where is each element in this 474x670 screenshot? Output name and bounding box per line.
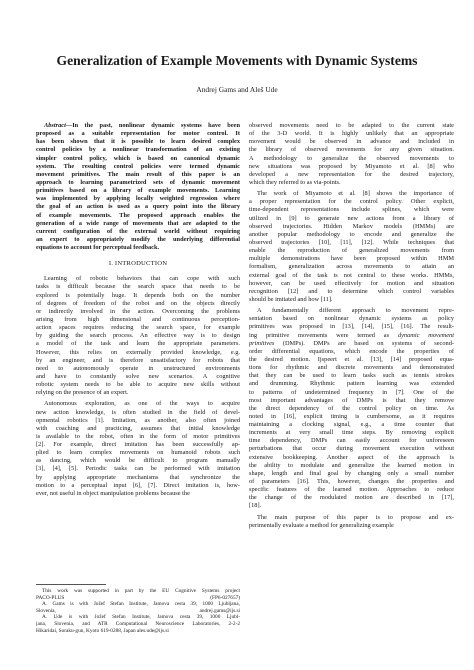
body-line: recognition [12] and to determine which control variables bbox=[249, 287, 454, 295]
footnote bbox=[36, 588, 240, 634]
abstract-line: equations to account for perceptual feedback. bbox=[36, 244, 160, 252]
intro-line: action spaces requires reducing the search space, for example bbox=[36, 324, 240, 332]
intro-line: Autonomous exploration, as one of the ways to acquire bbox=[44, 400, 240, 408]
intro-line: by guiding the search process. An effective way is to design bbox=[36, 332, 240, 340]
body-line: perimentally evaluate a method for generalizing example bbox=[249, 521, 394, 529]
footnote-line: Slovenia, andrej.gams@ijs.si bbox=[36, 607, 240, 614]
footnote-line: jana, Slovenia, and ATR Computational Neuroscience Laboratories, 2-2-2 bbox=[36, 620, 240, 627]
intro-line: [3], [4], [5]. Periodic tasks can be performed with imitation bbox=[36, 465, 240, 473]
abstract-line: of example movements. The proposed approach enables the bbox=[36, 211, 240, 219]
footnote-line: PACO-PLUS (FP6-027657) bbox=[36, 594, 240, 601]
right-paragraph-4 bbox=[249, 514, 454, 530]
abstract-line: system. The resulting control policies were termed dynamic bbox=[36, 162, 240, 170]
abstract-line: primitives based on a library of example movements. Learning bbox=[36, 187, 240, 195]
body-line: observed movements need to be adapted to the current state bbox=[249, 122, 454, 129]
body-line: tions for rhythmic and discrete movements and demonstrated bbox=[249, 364, 454, 372]
abstract bbox=[36, 122, 240, 252]
body-line: multiple demonstrations have been proposed within HMM bbox=[249, 255, 454, 263]
body-line: to patterns of undetermined frequency in [7]. One of the bbox=[249, 388, 454, 396]
body-line: of the 3-D world. It is highly unlikely that an appropriate bbox=[249, 130, 454, 138]
body-line: enable the reproduction of generalized movements from bbox=[249, 247, 454, 255]
body-line: specific features of the learned motion. Approaches to reduce bbox=[249, 486, 454, 494]
footnote-line: This work was supported in part by the EU Cognitive Systems project bbox=[42, 588, 240, 594]
body-line: The main purpose of this paper is to propose and ex- bbox=[257, 513, 454, 521]
body-line: the ability to modulate and generalize the learned motion in bbox=[249, 461, 454, 469]
abstract-line bbox=[36, 122, 240, 130]
body-line: the desired motion. Ijspeert et al. [13], [14] proposed equa- bbox=[249, 355, 454, 363]
intro-line: However, this relies on externally provided knowledge, e.g. bbox=[36, 348, 240, 356]
intro-line: by applying appropriate mechanisms that synchronize the bbox=[36, 473, 240, 481]
body-line: perturbations that occur during movement execution without bbox=[249, 445, 454, 453]
abstract-line: movement primitives. The main result of this paper is an bbox=[36, 170, 240, 178]
intro-line: a model of the task and learn the appropriate parameters. bbox=[36, 340, 240, 348]
section-heading-introduction: I. INTRODUCTION bbox=[108, 260, 168, 268]
intro-line: arising from high dimensional and continuous perception- bbox=[36, 315, 240, 323]
abstract-line: control policies by a nonlinear transformation of an existing bbox=[36, 146, 240, 154]
body-line: noted in [16], explicit timing is cumbersome, as it requires bbox=[249, 412, 454, 420]
body-line: the library of observed movements for any given situation. bbox=[249, 146, 454, 154]
abstract-line: proposed as a suitable representation for motor control. It bbox=[36, 130, 240, 138]
paper-authors: Andrej Gams and Aleš Ude bbox=[196, 85, 278, 94]
intro-line: with coaching and practicing, assumes that initial knowledge bbox=[36, 424, 240, 432]
body-line: utilized in [9] to generate new actions from a library of bbox=[249, 214, 454, 222]
abstract-line: generation of a wide range of movements that are adapted to the bbox=[36, 219, 240, 227]
left-column bbox=[36, 122, 240, 498]
intro-line: explored is potentially huge. It depends both on the number bbox=[36, 291, 240, 299]
body-line: which they referred to as via-points. bbox=[249, 178, 341, 186]
paper-title: Generalization of Example Movements with Dynamic Systems bbox=[56, 53, 418, 68]
intro-line: by an engineer, and is therefore unsatisfactory for robots that bbox=[36, 356, 240, 364]
body-line: and drumming. Rhythmic pattern learning was extended bbox=[249, 380, 454, 388]
body-line: of parameters [16]. This, however, changes the properties and bbox=[249, 478, 454, 486]
abstract-line: current configuration of the external world without requiring bbox=[36, 227, 240, 235]
abstract-line: simpler control policy, which is based on canonical dynamic bbox=[36, 154, 240, 162]
body-line: new situations was proposed by Miyamoto et al. [8] who bbox=[249, 162, 454, 170]
intro-line: opmental robotics [1]. Imitation, as another, also often joined bbox=[36, 416, 240, 424]
intro-line: tasks is difficult because the search space that needs to be bbox=[36, 283, 240, 291]
intro-line: is available to the robot, often in the form of motor primitives bbox=[36, 432, 240, 440]
body-line: extensive bookkeeping. Another aspect of the approach is bbox=[249, 453, 454, 461]
body-line: that they can be used to learn tasks such as tennis strokes bbox=[249, 372, 454, 380]
right-paragraph-1 bbox=[249, 122, 454, 190]
intro-line: motion to a perceptual input [6], [7]. Direct imitation is, how- bbox=[36, 481, 240, 489]
body-line: observed trajectories. Hidden Markov models (HMMs) are bbox=[249, 222, 454, 230]
right-paragraph-2 bbox=[249, 190, 454, 307]
intro-line: as dancing, which would be difficult to program manually bbox=[36, 457, 240, 465]
body-line: however, can be used effectively for motion and situation bbox=[249, 279, 454, 287]
body-line: primitives was proposed in [13], [14], [15], [16]. The result- bbox=[249, 323, 454, 331]
intro-line: relying on the presence of an expert. bbox=[36, 389, 129, 397]
intro-line: need to autonomously operate in unstructured environments bbox=[36, 364, 240, 372]
body-line: The work of Miyamoto et al. [8] shows the importance of bbox=[257, 190, 454, 198]
abstract-line: was implemented by applying locally weighted regression where bbox=[36, 195, 240, 203]
body-line: maintaining a clocking signal, e.g., a time counter that bbox=[249, 421, 454, 429]
body-line: movement would be observed in advance and included in bbox=[249, 138, 454, 146]
intro-line: plied to learn complex movements on humanoid robots such bbox=[36, 449, 240, 457]
footnote-line: A. Ude is with Jožef Stefan Institute, Jamova cesta 39, 1000 Ljubl- bbox=[42, 614, 240, 621]
body-line: developed a new representation for the desired trajectory, bbox=[249, 170, 454, 178]
intro-line: and have to constantly solve new scenarios. A cognitive bbox=[36, 372, 240, 380]
body-line: most important advantages of DMPs is that they remove bbox=[249, 396, 454, 404]
body-line: time-dependent representations include splines, which were bbox=[249, 206, 454, 214]
intro-line: robotic system needs to be able to acquire new skills without bbox=[36, 381, 240, 389]
body-line: order differential equations, which encode the properties of bbox=[249, 347, 454, 355]
body-line: external goal of the task is not central to these works. HMMs, bbox=[249, 271, 454, 279]
body-line: increments at very small time steps. By removing explicit bbox=[249, 429, 454, 437]
body-line: A fundamentally different approach to movement repre- bbox=[257, 307, 454, 315]
intro-line: new action knowledge, is often studied in the field of devel- bbox=[36, 408, 240, 416]
body-line: the change of the modulated motion are described in [17], bbox=[249, 494, 454, 502]
intro-line: ever, not useful in object manipulation problems because the bbox=[36, 489, 190, 497]
body-line: the direct dependency of the control policy on time. As bbox=[249, 404, 454, 412]
intro-paragraph-2 bbox=[36, 400, 240, 498]
intro-line: or indirectly involved in the action. Overcoming the problems bbox=[36, 307, 240, 315]
intro-line: Learning of robotic behaviors that can cope with such bbox=[44, 275, 240, 283]
footnote-line: Hikaridai, Soraku-gun, Kyoto 619-0288, Japan ales.ude@ijs.si bbox=[36, 627, 169, 634]
abstract-text: In the past, nonlinear dynamic systems have been bbox=[72, 122, 240, 129]
intro-line: [2]. For example, direct imitation has been successfully ap- bbox=[36, 441, 240, 449]
body-line: time dependency, DMPs can easily account for unforeseen bbox=[249, 437, 454, 445]
abstract-line: has been shown that it is possible to learn desired complex bbox=[36, 138, 240, 146]
body-line: shape, length and final goal by changing only a small number bbox=[249, 469, 454, 477]
abstract-line: approach to learning parametrized sets of dynamic movement bbox=[36, 178, 240, 186]
body-line: observed trajectories [10], [11], [12]. While techniques that bbox=[249, 238, 454, 246]
body-line: formalism, generalization across movements to attain an bbox=[249, 263, 454, 271]
body-line: another popular methodology to encode and generalize the bbox=[249, 230, 454, 238]
right-column bbox=[249, 122, 454, 530]
body-line: a proper representation for the control policy. Other explicit, bbox=[249, 198, 454, 206]
body-line: primitives (DMPs). DMPs are based on systems of second- bbox=[249, 339, 454, 347]
abstract-line: the goal of an action is used as a query point into the library bbox=[36, 203, 240, 211]
body-line: sentation based on nonlinear dynamic systems as policy bbox=[249, 315, 454, 323]
abstract-label: Abstract— bbox=[44, 122, 73, 129]
body-line: ing primitive movements were termed as dynamic movement bbox=[249, 331, 454, 339]
footnote-line: A. Gams is with Jožef Stefan Institute, Jamova cesta 39, 1000 Ljubljana, bbox=[42, 601, 240, 608]
body-line: [18]. bbox=[249, 502, 262, 510]
intro-paragraph-1 bbox=[36, 275, 240, 400]
right-paragraph-3 bbox=[249, 307, 454, 514]
body-line: A methodology to generalize the observed movements to bbox=[249, 154, 454, 162]
intro-line: of degrees of freedom of the robot and on the objects directly bbox=[36, 299, 240, 307]
footnote-rule bbox=[36, 584, 106, 585]
abstract-line: an expert to appropriately modify the underlying differential bbox=[36, 235, 240, 243]
body-line: should be imitated and how [11]. bbox=[249, 295, 333, 303]
